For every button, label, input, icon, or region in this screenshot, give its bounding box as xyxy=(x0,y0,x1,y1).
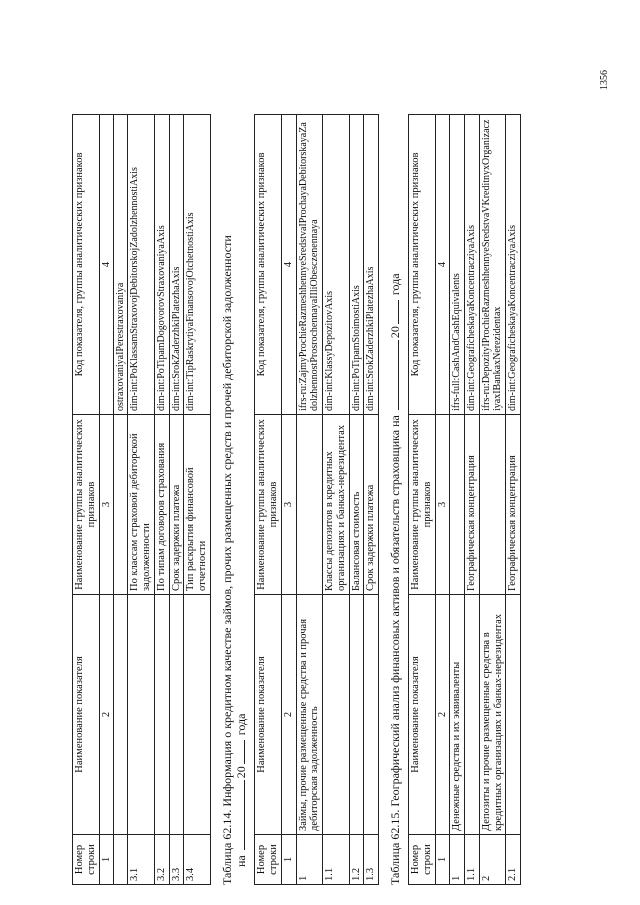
table-row: 3.4 Тип раскрытия финансовой отчетности dim-int:TipRaskrytiyaFinansovojOtchetnostiAxis xyxy=(184,115,211,885)
header-indicator-name: Наименование показателя xyxy=(255,595,282,835)
header-group-name: Наименование группы аналитических признаков xyxy=(73,415,100,595)
table-row: 1 Займы, прочие размещенные средства и прочая дебиторская задолженность ifrs-ru:ZajmyProchieRazmeshhennyeSredstvaIProchayaDebitorskayaZadolzhennostProsrochennayaIIliObesczenennaya xyxy=(296,115,323,885)
table-row: 3.3 Срок задержки платежа dim-int:SrokZaderzhkiPlatezhaAxis xyxy=(169,115,184,885)
column-number-row: 1 2 3 4 xyxy=(281,115,296,885)
table-row: ostraxovaniyaIPerestraxovaniya xyxy=(114,115,128,885)
table-row: 2 Депозиты и прочие размещенные средства в кредитных организациях и банках-нерезидентах ifrs-ru:DepozityIProchieRazmeshhennyeSredstvaVKreditnyxOrganizacziyaxIBankaxNerezidentax xyxy=(479,115,506,885)
table-continuation xyxy=(72,114,211,885)
header-code: Код показателя, группы аналитических признаков xyxy=(409,115,436,415)
table-row: 2.1 Географическая концентрация dim-int:GeograficheskayaKoncentracziyaAxis xyxy=(506,115,521,885)
header-row-number: Номер строки xyxy=(73,835,100,885)
rotated-page xyxy=(0,20,640,905)
year-blank xyxy=(234,740,245,764)
date-blank xyxy=(234,780,245,850)
table-header-row xyxy=(73,115,100,885)
table-row: 3.2 По типам договоров страхования dim-int:PoTipamDogovorovStraxovaniyaAxis xyxy=(154,115,169,885)
table-header-row xyxy=(255,115,282,885)
header-code: Код показателя, группы аналитических признаков xyxy=(73,115,100,415)
table-62-14-title: Таблица 62.14. Информация о кредитном качестве займов, прочих размещенных средств и прочей дебиторской задолженности на 20 года xyxy=(220,115,248,885)
page-content xyxy=(72,115,521,885)
header-indicator-name: Наименование показателя xyxy=(409,595,436,835)
title-date-line: на 20 года xyxy=(234,713,249,867)
table-62-14 xyxy=(254,114,379,885)
table-62-15-title: Таблица 62.15. Географический анализ финансовых активов и обязательств страховщика на 20 года xyxy=(388,273,402,885)
table-62-15 xyxy=(408,114,521,885)
header-code: Код показателя, группы аналитических признаков xyxy=(255,115,282,415)
header-group-name: Наименование группы аналитических признаков xyxy=(255,415,282,595)
header-row-number: Номер строки xyxy=(409,835,436,885)
page-number: 1356 xyxy=(599,70,610,90)
header-row-number: Номер строки xyxy=(255,835,282,885)
table-row: 1.2 Балансовая стоимость dim-int:PoTipamStoimostiAxis xyxy=(349,115,364,885)
table-row: 1.3 Срок задержки платежа dim-int:SrokZaderzhkiPlatezhaAxis xyxy=(364,115,379,885)
header-group-name: Наименование группы аналитических признаков xyxy=(409,415,436,595)
table-row: 1 Денежные средства и их эквиваленты ifrs-full:CashAndCashEquivalents xyxy=(450,115,465,885)
table-row: 1.1 Географическая концентрация dim-int:GeograficheskayaKoncentracziyaAxis xyxy=(465,115,480,885)
column-number-row: 1 2 3 4 xyxy=(99,115,114,885)
table-row: 3.1 По классам страховой дебиторской задолженности dim-int:PoKlassamStraxovojDebitorskojZadolzhennostiAxis xyxy=(128,115,155,885)
table-header-row xyxy=(409,115,436,885)
header-indicator-name: Наименование показателя xyxy=(73,595,100,835)
year-blank xyxy=(388,300,399,324)
date-blank xyxy=(388,340,399,410)
table-row: 1.1 Классы депозитов в кредитных организациях и банках-нерезидентах dim-int:KlassyDepozitovAxis xyxy=(323,115,350,885)
column-number-row: 1 2 3 4 xyxy=(435,115,450,885)
